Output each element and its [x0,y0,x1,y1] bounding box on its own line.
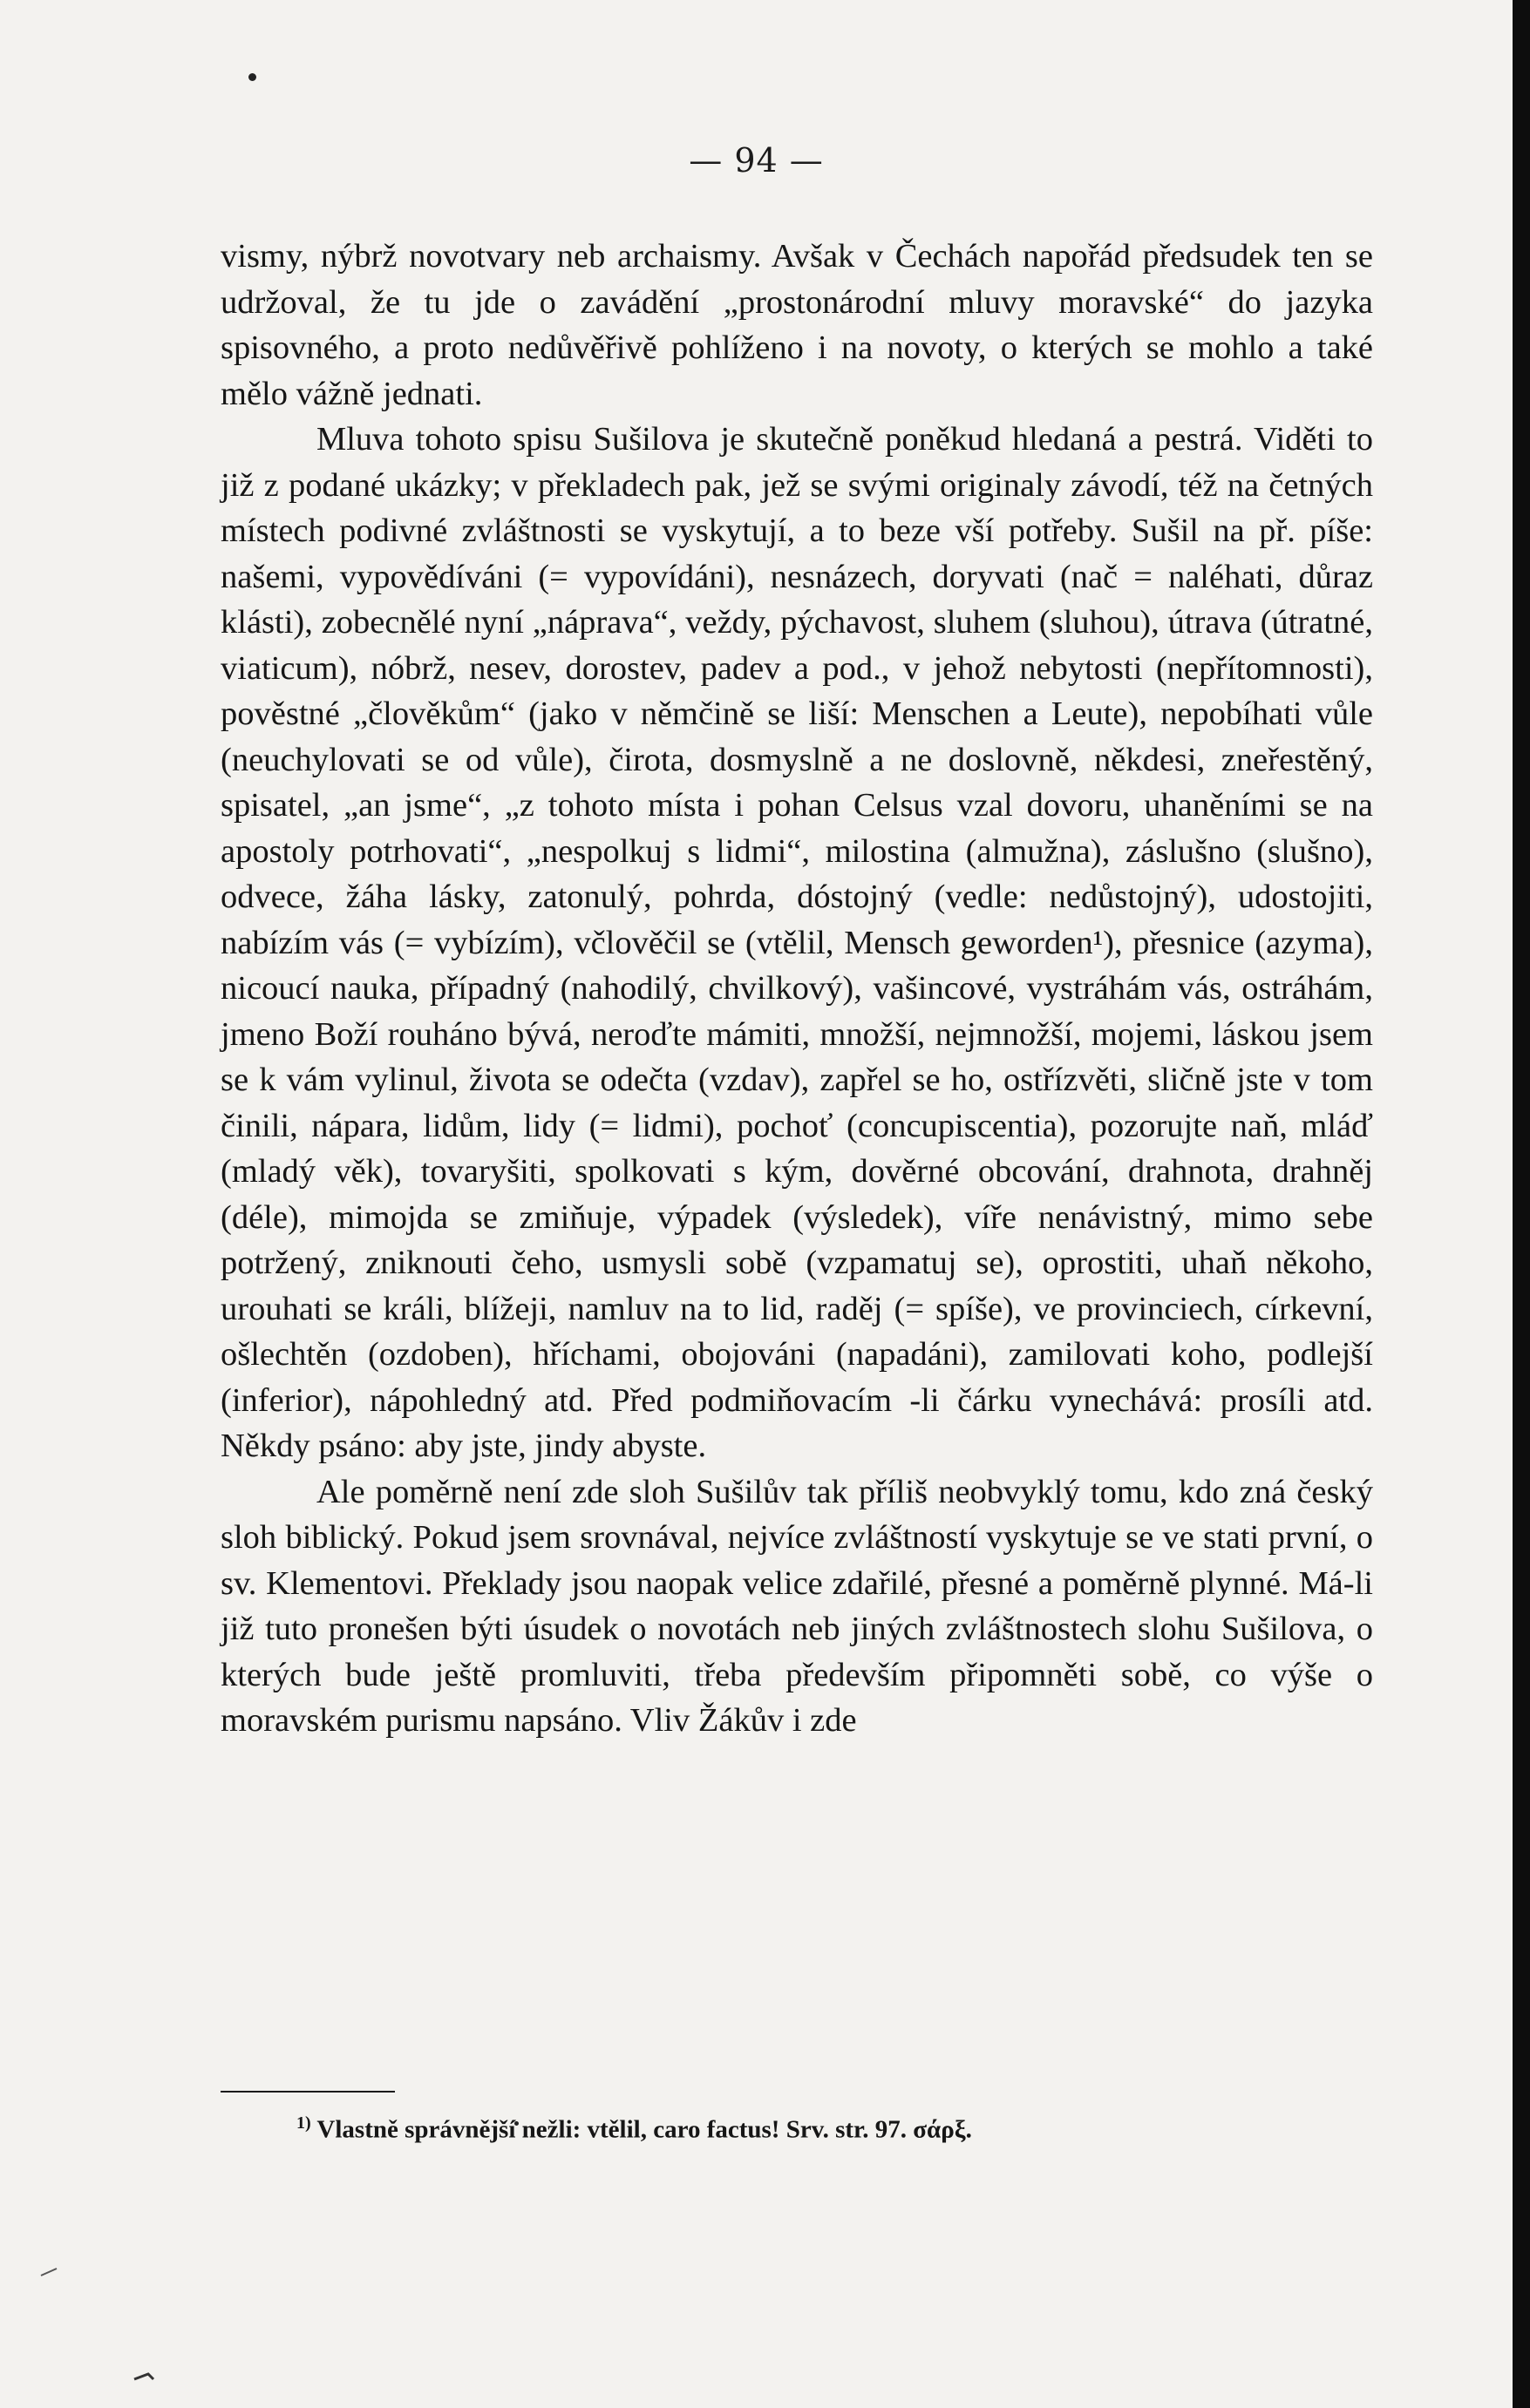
body-text [221,234,1373,1744]
paragraph-3: Ale poměrně není zde sloh Sušilův tak příliš neobvyklý tomu, kdo zná český sloh biblický. Pokud jsem srovnával, nejvíce zvláštností vyskytuje se ve stati první, o sv. Klementovi. Překlady jsou naopak velice zdařilé, přesné a poměrně plynné. Má-li již tuto pronešen býti úsudek o novotách neb jiných zvláštnostech slohu Sušilova, o kterých bude ještě promluviti, třeba především připomněti sobě, co výše o moravském purismu napsáno. Vliv Žákův i zde [221,1473,1373,1739]
footnote-rule [221,2091,395,2093]
scan-mark [39,2253,74,2279]
scan-mark [131,2367,166,2388]
page-number: — 94 — [689,141,824,180]
footnote-text: Vlastně správnější nežli: vtělil, caro factus! Srv. str. 97. σάρξ. [316,2115,972,2144]
footnote-marker: 1) [296,2113,311,2133]
paragraph-1: vismy, nýbrž novotvary neb archaismy. Avšak v Čechách napořád předsudek ten se udržoval, že tu jde o zavádění „prostonárodní mluvy moravské“ do jazyka spisovného, a proto nedůvěřivě pohlíženo i na novoty, o kterých se mohlo a také mělo vážně jednati. [221,238,1373,412]
scan-border [1513,0,1530,2408]
footnote [296,2106,1343,2147]
paragraph-2: Mluva tohoto spisu Sušilova je skutečně poněkud hledaná a pestrá. Viděti to již z podané ukázky; v překladech pak, jež se svými originaly závodí, též na četných místech podivné zvláštnosti se vyskytují, a to beze vší potřeby. Sušil na př. píše: našemi, vypovědíváni (= vypovídáni), nesnázech, doryvati (nač = naléhati, důraz klásti), zobecnělé nyní „náprava“, veždy, pýchavost, sluhem (sluhou), útrava (útratné, viaticum), nóbrž, nesev, dorostev, padev a pod., v jehož nebytosti (nepřítomnosti), pověstné „člověkům“ (jako v němčině se liší: Menschen a Leute), nepobíhati vůle (neuchylovati se od vůle), čirota, dosmyslně a ne doslovně, někdesi, zneřestěný, spisatel, „an jsme“, „z tohoto místa i pohan Celsus vzal dovoru, uhaněními se na apostoly potrhovati“, „nespolkuj s lidmi“, milostina (almužna), záslušno (slušno), odvece, žáha lásky, zatonulý, pohrda, dóstojný (vedle: nedůstojný), udostojiti, nabízím vás (= vybízím), včlověčil se (vtělil, Mensch geworden¹), přesnice (azyma), nicoucí nauka, případný (nahodilý, chvilkový), vašincové, vystráhám vás, ostráhám, jmeno Boží rouháno bývá, neroďte mámiti, množší, nejmnožší, mojemi, láskou jsem se k vám vylinul, života se odečta (vzdav), zapřel se ho, ostřízvěti, sličně jste v tom činili, nápara, lidům, lidy (= lidmi), pochoť (concupiscentia), pozorujte naň, mláď (mladý věk), tovaryšiti, spolkovati s kým, dověrné obcování, drahnota, drahněj (déle), mimojda se zmiňuje, výpadek (výsledek), víře nenávistný, mimo sebe potržený, zniknouti čeho, usmysli sobě (vzpamatuj se), oprostiti, uhaň někoho, urouhati se králi, blížeji, namluv na to lid, raděj (= spíše), ve provinciech, církevní, ošlechtěn (ozdoben), hříchami, obojováni (napadáni), zamilovati koho, podlejší (inferior), nápohledný atd. Před podmiňovacím -li čárku vynechává: prosíli atd. Někdy psáno: aby jste, jindy abyste. [221,421,1373,1464]
scan-speck [248,73,256,81]
